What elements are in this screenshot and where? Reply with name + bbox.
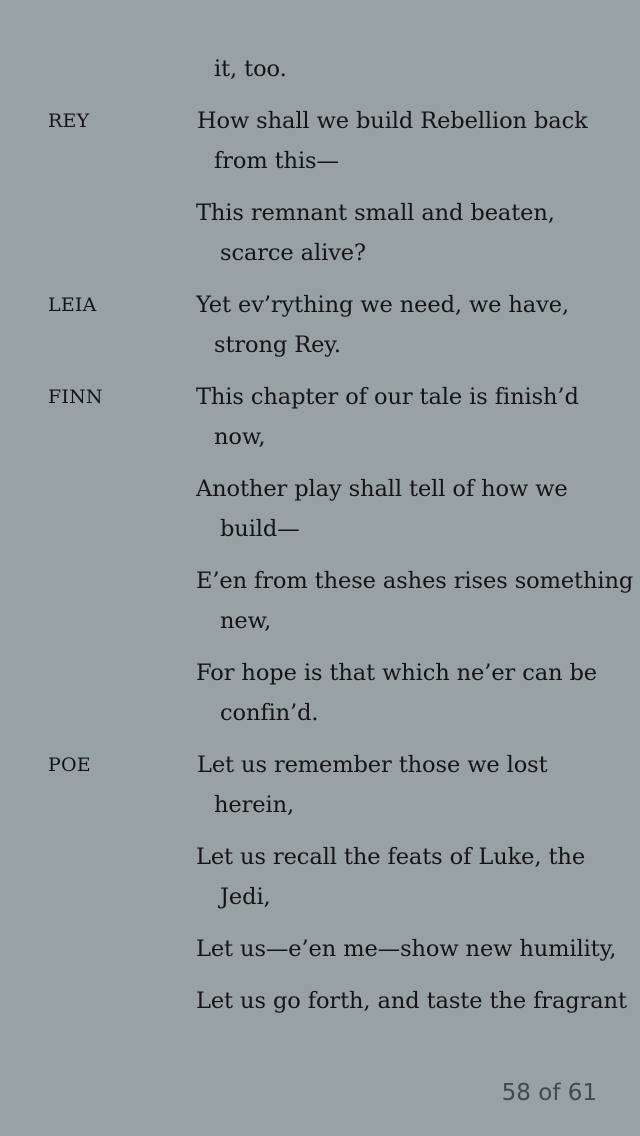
verse-line: Another play shall tell of how we [196,476,568,502]
verse-line: This chapter of our tale is finish’d [196,384,579,410]
verse-line: build— [220,516,300,542]
verse-line: Let us—e’en me—show new humility, [196,936,617,962]
verse-line: E’en from these ashes rises something [196,568,634,594]
verse-line: Jedi, [220,884,271,910]
verse-line: Yet ev’rything we need, we have, [196,292,569,318]
verse-line: Let us remember those we lost [197,752,548,778]
verse-line: confin’d. [220,700,319,726]
speaker-name: FINN [48,386,103,408]
verse-line: new, [220,608,272,634]
verse-line: herein, [214,792,295,818]
verse-line: from this— [214,148,339,174]
verse-line: Let us recall the feats of Luke, the [196,844,586,870]
verse-line: How shall we build Rebellion back [197,108,588,134]
verse-line: strong Rey. [214,332,341,358]
verse-line: scarce alive? [220,240,366,266]
speaker-name: REY [48,110,90,132]
verse-line: This remnant small and beaten, [196,200,555,226]
verse-line: now, [214,424,266,450]
verse-line: it, too. [214,56,287,82]
speaker-name: POE [48,754,91,776]
speaker-name: LEIA [48,294,97,316]
verse-line: Let us go forth, and taste the fragrant [196,988,627,1014]
page-counter: 58 of 61 [501,1080,597,1106]
verse-line: For hope is that which ne’er can be [196,660,598,686]
